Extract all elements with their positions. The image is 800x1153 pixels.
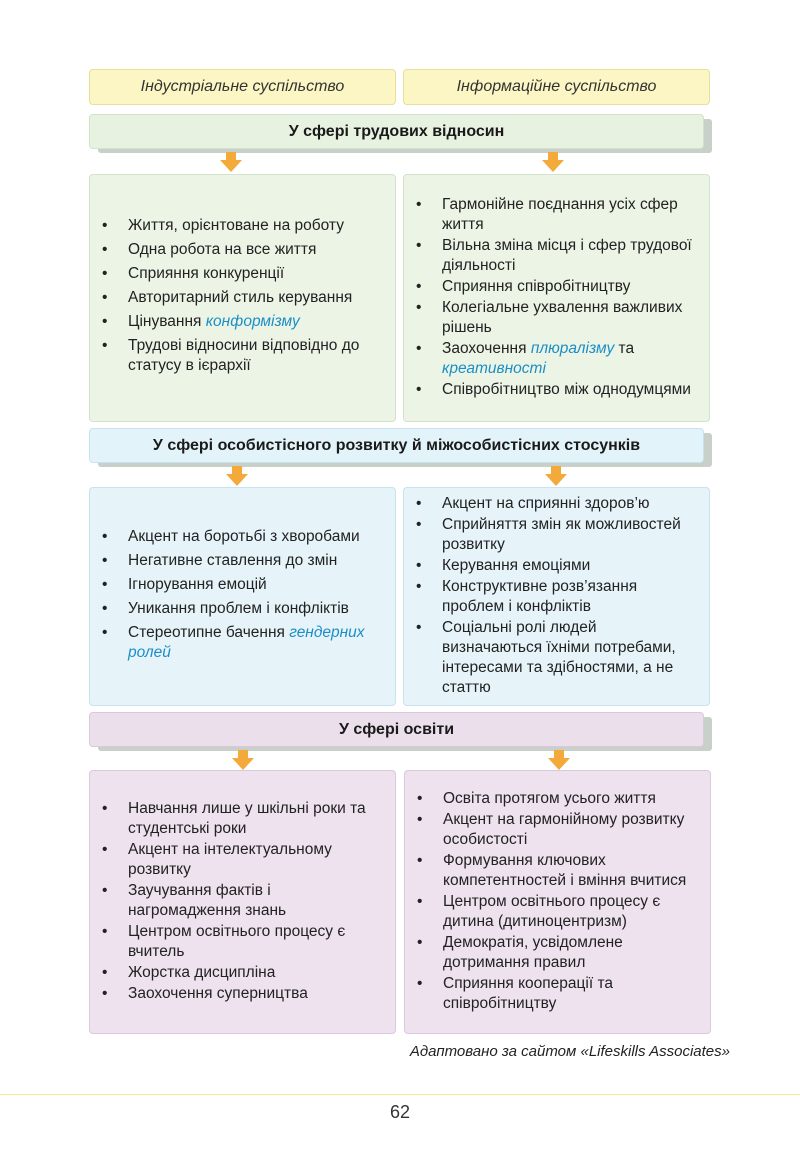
- footer-divider: [0, 1094, 800, 1095]
- list-item: [412, 380, 699, 400]
- list-item-text: Одна робота на все життя: [128, 241, 317, 258]
- list-item: [98, 922, 385, 962]
- list-item: [413, 974, 700, 1014]
- list-item-text: Акцент на боротьбі з хворобами: [128, 527, 360, 545]
- list-item-text: Співробітництво між однодумцями: [442, 381, 691, 398]
- list-item: [98, 799, 385, 839]
- list-item-text: Жорстка дисципліна: [128, 964, 276, 981]
- personal-industrial-list: [89, 487, 396, 706]
- list-item-text: Демократія, усвідомлене дотримання правил: [443, 934, 623, 971]
- highlighted-term: конформізму: [205, 313, 300, 330]
- list-item-text: Сприяння співробітництву: [442, 278, 631, 295]
- list-item: [412, 236, 699, 276]
- list-item-text: Центром освітнього процесу є дитина (дитиноцентризм): [443, 893, 661, 930]
- list-item-text: Керування емоціями: [442, 557, 591, 574]
- list-item: [412, 494, 699, 514]
- labor-information-list: [403, 174, 710, 422]
- header-information-society: [403, 69, 710, 105]
- section-labor-relations: [89, 114, 704, 149]
- list-item-text: Трудові відносини відповідно до статусу в ієрархії: [128, 337, 360, 374]
- list-item: [413, 892, 700, 932]
- list-item: [413, 933, 700, 973]
- list-item: [412, 195, 699, 235]
- arrow-down-icon: [226, 466, 248, 486]
- list-item: [98, 288, 385, 308]
- list-item: [98, 264, 385, 284]
- list-item-text: Стереотипне бачення: [128, 623, 290, 641]
- list-item: [412, 298, 699, 338]
- list-item-text: Освіта протягом усього життя: [443, 790, 656, 807]
- list-item-text: Негативне ставлення до змін: [128, 551, 338, 569]
- list-item: [412, 556, 699, 576]
- list-item-text: Гармонійне поєднання усіх сфер життя: [442, 196, 678, 233]
- list-item-text: Заохочення: [442, 340, 531, 357]
- arrow-down-icon: [548, 750, 570, 770]
- section-education: [89, 712, 704, 747]
- list-item: [412, 339, 699, 379]
- list-item: [98, 336, 385, 376]
- list-item: [412, 577, 699, 617]
- education-industrial-list: [89, 770, 396, 1034]
- list-item: [98, 840, 385, 880]
- arrow-down-icon: [542, 152, 564, 172]
- list-item: [98, 527, 385, 547]
- highlighted-term: плюралізму: [530, 340, 615, 357]
- header-right-label: Інформаційне суспільство: [456, 78, 657, 95]
- list-item-text: Вільна зміна місця і сфер трудової діяльності: [442, 237, 692, 274]
- list-item: [98, 963, 385, 983]
- list-item: [413, 789, 700, 809]
- list-item-text: Акцент на інтелектуальному розвитку: [128, 841, 332, 878]
- arrow-down-icon: [232, 750, 254, 770]
- list-item: [413, 851, 700, 891]
- list-item-text: Ігнорування емоцій: [128, 575, 267, 593]
- list-item-text: Акцент на сприянні здоров’ю: [442, 495, 650, 512]
- list-item-text: Уникання проблем і конфліктів: [128, 599, 349, 617]
- list-item: [412, 277, 699, 297]
- list-item: [413, 810, 700, 850]
- section-title: У сфері трудових відносин: [288, 122, 505, 140]
- personal-information-list: [403, 487, 710, 706]
- list-item: [98, 575, 385, 595]
- list-item-text: Соціальні ролі людей визначаються їхніми потребами, інтересами та здібностями, а не статтю: [442, 619, 676, 696]
- list-item-text: Центром освітнього процесу є вчитель: [128, 923, 346, 960]
- list-item-text: Акцент на гармонійному розвитку особистості: [443, 811, 685, 848]
- highlighted-term: гендерних ролей: [128, 623, 365, 661]
- list-item: [98, 623, 385, 663]
- list-item-text: Формування ключових компетентностей і вміння вчитися: [443, 852, 687, 889]
- list-item: [412, 515, 699, 555]
- list-item-text: Заучування фактів і нагромадження знань: [128, 882, 287, 919]
- list-item-text: Життя, орієнтоване на роботу: [128, 217, 344, 234]
- list-item-text: Конструктивне розв’язання проблем і конфліктів: [442, 578, 638, 615]
- list-item-text: та: [614, 340, 635, 357]
- highlighted-term: креативності: [442, 360, 546, 377]
- list-item: [98, 599, 385, 619]
- education-information-list: [404, 770, 711, 1034]
- list-item-text: Авторитарний стиль керування: [128, 289, 353, 306]
- list-item: [98, 881, 385, 921]
- list-item: [98, 216, 385, 236]
- list-item: [98, 240, 385, 260]
- section-personal-development: [89, 428, 704, 463]
- arrow-down-icon: [545, 466, 567, 486]
- arrow-down-icon: [220, 152, 242, 172]
- list-item-text: Сприяння конкуренції: [128, 265, 285, 282]
- labor-industrial-list: [89, 174, 396, 422]
- list-item: [98, 551, 385, 571]
- list-item-text: Колегіальне ухвалення важливих рішень: [442, 299, 683, 336]
- source-note: Адаптовано за сайтом «Lifeskills Associates»: [409, 1043, 730, 1060]
- section-title: У сфері особистісного розвитку й міжособистісних стосунків: [152, 436, 641, 454]
- header-left-label: Індустріальне суспільство: [140, 78, 345, 95]
- list-item-text: Навчання лише у шкільні роки та студентські роки: [128, 800, 366, 837]
- list-item: [98, 312, 385, 332]
- list-item-text: Заохочення суперництва: [128, 985, 308, 1002]
- section-title: У сфері освіти: [338, 720, 455, 738]
- page-number: 62: [389, 1102, 411, 1122]
- list-item-text: Сприйняття змін як можливостей розвитку: [442, 516, 681, 553]
- list-item: [98, 984, 385, 1004]
- header-industrial-society: [89, 69, 396, 105]
- list-item-text: Цінування: [128, 313, 206, 330]
- list-item-text: Сприяння кооперації та співробітництву: [443, 975, 614, 1012]
- list-item: [412, 618, 699, 698]
